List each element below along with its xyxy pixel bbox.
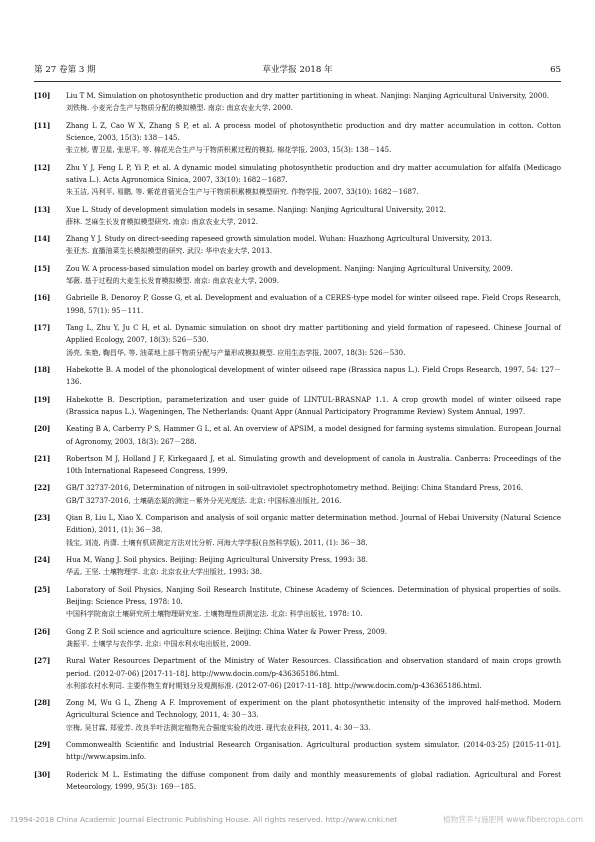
reference-text: Zou W. A process-based simulation model on barley growth and development. Nanjing: Nanjing Agricultural University, 2009.: [66, 264, 513, 273]
reference-number: [17]: [34, 323, 51, 332]
reference-text: Zong M, Wu G L, Zheng A F. Improvement of experiment on the plant photosynthetic intensity of the improved half-method. Modern Agricultural Science and Technology, 2011, 4: 30－33.: [66, 699, 561, 720]
volume-issue: 第 27 卷第 3 期: [34, 65, 96, 75]
reference-number: [15]: [34, 263, 51, 273]
copyright-notice: ?1994-2018 China Academic Journal Electronic Publishing House. All rights reserved. http://www.cnki.net: [10, 815, 398, 824]
reference-text: Qian B, Liu L, Xiao X. Comparison and analysis of soil organic matter determination method. Journal of Hebai University (Natural Science Edition), 2011, (1): 36－38.: [66, 514, 561, 535]
reference-number: [29]: [34, 740, 51, 750]
page-footer: [0, 808, 595, 832]
reference-number: [27]: [34, 656, 51, 666]
page-number: 65: [550, 65, 561, 75]
reference-text: Gong Z P. Soil science and agriculture science. Beijing: China Water & Power Press, 2009.: [66, 627, 387, 636]
reference-item: [34, 263, 561, 288]
reference-item: [34, 626, 561, 651]
reference-text: Robertson M J, Holland J F, Kirkegaard J, et al. Simulating growth and development of canola in Australia. Canberra: Proceedings of the 10th International Rapeseed Congress, 1999.: [66, 454, 561, 476]
reference-item: [34, 394, 561, 419]
reference-text-chinese: 邹薇. 基于过程的大麦生长发育模拟模型. 南京: 南京农业大学, 2009.: [66, 277, 279, 286]
reference-number: [13]: [34, 204, 51, 214]
reference-text: Gabrielle B, Denoroy P, Gosse G, et al. Development and evaluation of a CERES-type model for winter oilseed rape. Field Crops Research, 1998, 57(1): 95－111.: [66, 294, 561, 315]
reference-text: Zhang Y J. Study on direct-seeding rapeseed growth simulation model. Wuhan: Huazhong Agricultural University, 2013.: [66, 235, 492, 244]
header-rule: [34, 81, 561, 82]
reference-number: [24]: [34, 555, 51, 564]
reference-list: [34, 90, 561, 798]
reference-item: [34, 233, 561, 258]
reference-number: [11]: [34, 120, 51, 130]
reference-text: Commonwealth Scientific and Industrial Research Organisation. Agricultural production system simulator. (2014-03-25) [2015-11-01]. http://www.apsim.info.: [66, 741, 561, 762]
reference-text: Zhu Y J, Feng L P, Yi P, et al. A dynamic model simulating photosynthetic production and dry matter accumulation for alfalfa (Medicago sativa L.). Acta Agronomica Sinica, 2007, 33(10): 1682－1687.: [66, 163, 561, 184]
reference-text-chinese: 水利部农村水利司. 主要作物生育时期划分及观测标准. (2012-07-06) [2017-11-18]. http://www.docin.com/p-436365186.html.: [66, 681, 482, 690]
reference-item: [34, 512, 561, 549]
reference-number: [14]: [34, 234, 51, 244]
reference-item: [34, 482, 561, 507]
reference-item: [34, 453, 561, 478]
reference-item: [34, 90, 561, 115]
reference-text: Roderick M L. Estimating the diffuse component from daily and monthly measurements of global radiation. Agricultural and Forest Meteorology, 1999, 95(3): 169－185.: [66, 770, 561, 791]
reference-text: Zhang L Z, Cao W X, Zhang S P, et al. A process model of photosynthetic production and dry matter accumulation in cotton. Cotton Science, 2003, 15(3): 138－145.: [66, 121, 561, 142]
reference-number: [28]: [34, 698, 51, 708]
reference-number: [19]: [34, 394, 51, 404]
reference-text: Xue L. Study of development simulation models in sesame. Nanjing: Nanjing Agricultural University, 2012.: [66, 205, 446, 214]
reference-text: Tang L, Zhu Y, Ju C H, et al. Dynamic simulation on shoot dry matter partitioning and yield formation of rapeseed. Chinese Journal of Applied Ecology, 2007, 18(3): 526－530.: [66, 324, 561, 345]
reference-text: Laboratory of Soil Physics, Nanjing Soil Research Institute, Chinese Academy of Sciences. Determination of physical properties of soils. Beijing: Science Press, 1978: 10.: [66, 585, 561, 606]
reference-text-chinese: 汤亮, 朱艳, 鞠昌华, 等. 油菜地上部干物质分配与产量形成模拟模型. 应用生态学报, 2007, 18(3): 526－530.: [66, 348, 406, 357]
reference-item: [34, 322, 561, 359]
running-header: [34, 64, 561, 76]
reference-item: [34, 423, 561, 448]
reference-text: GB/T 32737-2016, Determination of nitrogen in soil-ultraviolet spectrophotometry method. Beijing: China Standard Press, 2016.: [66, 484, 524, 493]
reference-text-chinese: 龚振平. 土壤学与农作学. 北京: 中国水利水电出版社, 2009.: [66, 639, 251, 648]
reference-text-chinese: 朱玉洁, 冯利平, 易鹏, 等. 紫花苜蓿光合生产与干物质积累模拟模型研究. 作物学报, 2007, 33(10): 1682－1687.: [66, 188, 419, 197]
reference-number: [23]: [34, 513, 51, 523]
reference-text: Rural Water Resources Department of the Ministry of Water Resources. Classification and observation standard of main crops growth period. (2012-07-06) [2017-11-18]. http://www.docin.com/p-436365186.html.: [66, 657, 561, 678]
reference-item: [34, 120, 561, 157]
journal-year: 草业学报 2018 年: [262, 65, 333, 75]
reference-text: Keating B A, Carberry P S, Hammer G L, et al. An overview of APSIM, a model designed for farming systems simulation. European Journal of Agronomy, 2003, 18(3): 267－288.: [66, 425, 561, 446]
reference-text-chinese: 宗梅, 吴甘霖, 郑爱芳. 改良半叶法测定植物光合强度实验的改进. 现代农业科技, 2011, 4: 30－33.: [66, 723, 371, 732]
reference-text-chinese: 张亚杰. 直播油菜生长模拟模型的研究. 武汉: 华中农业大学, 2013.: [66, 247, 272, 256]
reference-number: [25]: [34, 584, 51, 594]
reference-item: [34, 364, 561, 389]
reference-number: [30]: [34, 769, 51, 779]
reference-text: Habekotte B. Description, parameterization and user guide of LINTUL-BRASNAP 1.1. A crop growth model of winter oilseed rape (Brassica napus L.). Wageningen, The Netherlands: Quant Appr (Annual Participatory Programme Review) System Annual, 1997.: [66, 395, 561, 416]
reference-item: [34, 204, 561, 229]
reference-number: [16]: [34, 293, 51, 303]
reference-item: [34, 162, 561, 199]
reference-item: [34, 292, 561, 317]
reference-item: [34, 769, 561, 794]
reference-number: [26]: [34, 626, 51, 636]
reference-text-chinese: 张立桢, 曹卫星, 张思平, 等. 棉花光合生产与干物质积累过程的模拟. 棉花学报, 2003, 15(3): 138－145.: [66, 146, 392, 155]
reference-text-chinese: 薛林. 芝麻生长发育模拟模型研究. 南京: 南京农业大学, 2012.: [66, 217, 258, 226]
reference-item: [34, 554, 561, 579]
reference-item: [34, 739, 561, 764]
reference-item: [34, 655, 561, 692]
reference-text-chinese: GB/T 32737-2016, 土壤硝态氮的测定－紫外分光光度法. 北京: 中国标准出版社, 2016.: [66, 496, 342, 505]
reference-text-chinese: 中国科学院南京土壤研究所土壤物理研究室. 土壤物理性质测定法. 北京: 科学出版社, 1978: 10.: [66, 610, 363, 619]
reference-text: Hua M, Wang J. Soil physics. Beijing: Beijing Agricultural University Press, 1993: 38.: [66, 556, 368, 564]
reference-item: [34, 584, 561, 621]
reference-number: [21]: [34, 453, 51, 463]
reference-item: [34, 697, 561, 734]
reference-number: [20]: [34, 424, 51, 434]
reference-text-chinese: 钱宝, 刘凌, 肖潇. 土壤有机质测定方法对比分析. 河海大学学报(自然科学版), 2011, (1): 36－38.: [66, 538, 368, 547]
reference-number: [10]: [34, 91, 51, 100]
reference-number: [12]: [34, 162, 51, 172]
reference-number: [18]: [34, 364, 51, 374]
reference-text: Habekotte B. A model of the phonological development of winter oilseed rape (Brassica napus L.). Field Crops Research, 1997, 54: 127－136.: [66, 365, 561, 387]
reference-text-chinese: 华孟, 王坚. 土壤物理学. 北京: 北京农业大学出版社, 1993: 38.: [66, 568, 262, 577]
reference-number: [22]: [34, 483, 51, 493]
reference-text-chinese: 刘铁梅. 小麦光合生产与物质分配的模拟模型. 南京: 南京农业大学, 2000.: [66, 104, 293, 113]
watermark-text: 植物营养与施肥网 www.fibercrops.com: [443, 815, 583, 824]
reference-text: Liu T M. Simulation on photosynthetic production and dry matter partitioning in wheat. Nanjing: Nanjing Agricultural University, 2000.: [66, 92, 550, 100]
